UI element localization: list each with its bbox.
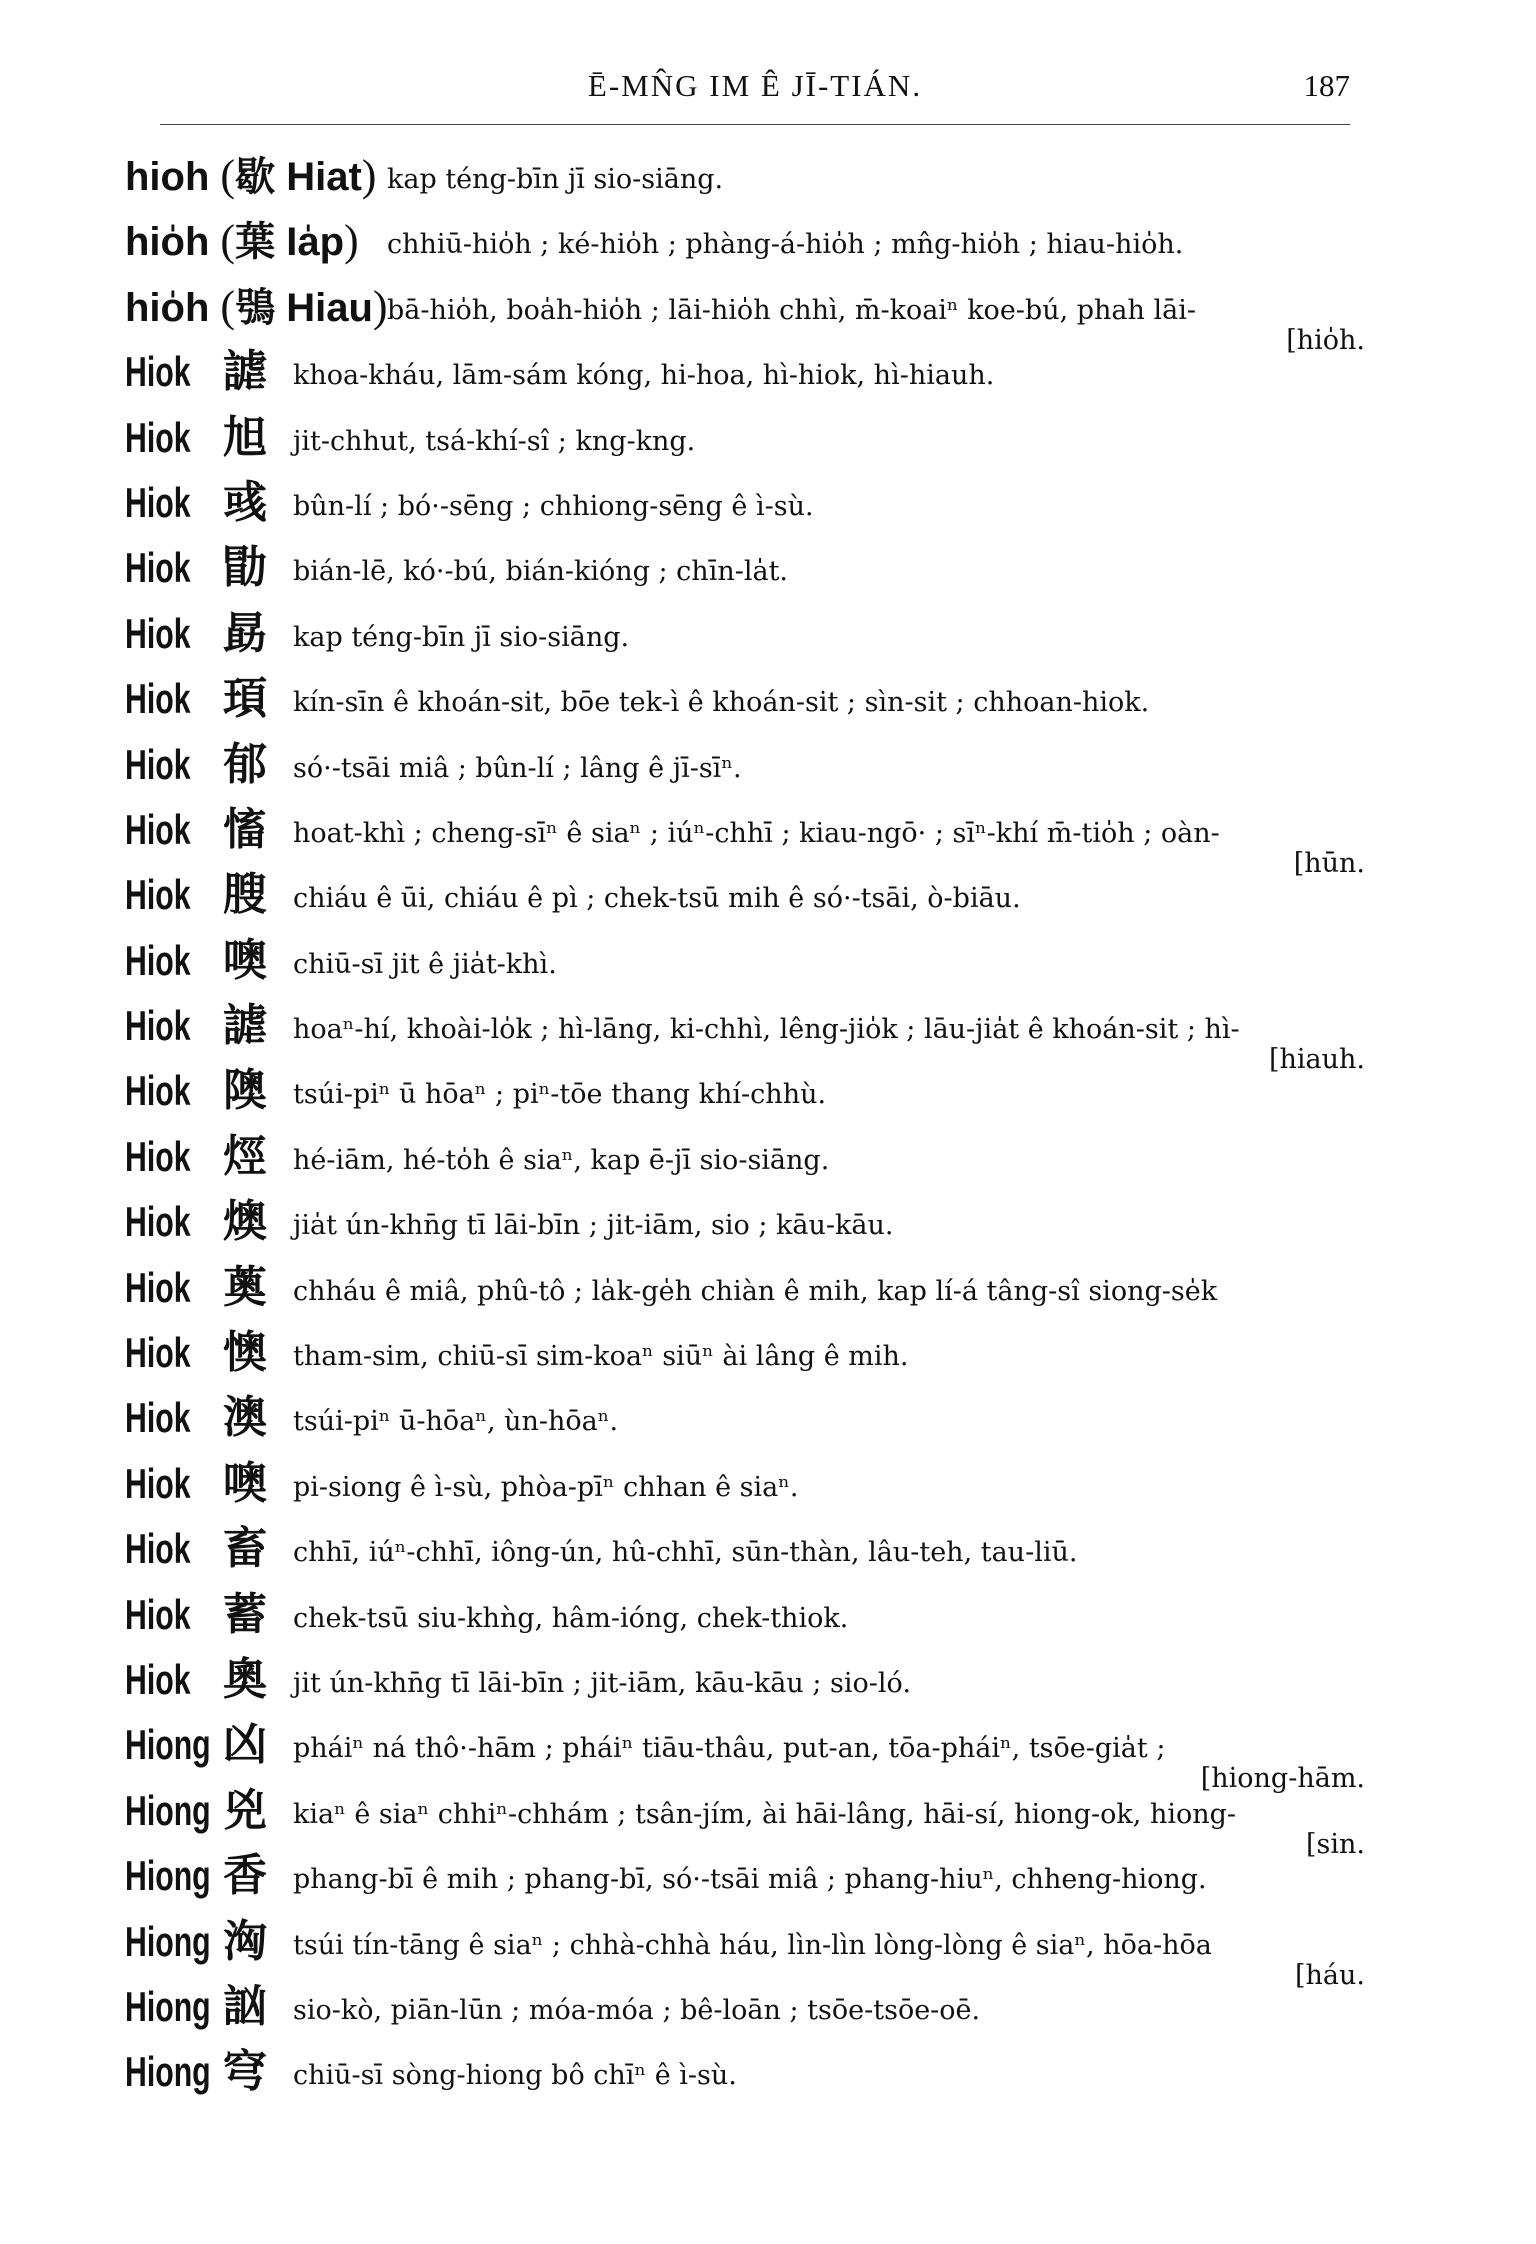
entry-headword [125,217,359,266]
entry-character: 薁 [223,1261,267,1313]
open-paren: ( [209,281,236,331]
entry-definition: bā-hio̍h, boa̍h-hio̍h ; lāi-hio̍h chhì, m̄-koaiⁿ koe-bú, phah lāi- [387,294,1196,326]
entry-definition: hoat-khì ; cheng-sīⁿ ê siaⁿ ; iúⁿ-chhī ; kiau-ngō· ; sīⁿ-khí m̄-tio̍h ; oàn- [293,817,1220,849]
entry-headword: Hiok [125,1067,191,1115]
entry-headword: Hiong [125,1721,211,1769]
entry-headword: Hiok [125,805,191,853]
dictionary-entry [125,1852,1365,1917]
entry-definition: pháiⁿ ná thô·-hām ; pháiⁿ tiāu-thâu, put-an, tōa-pháiⁿ, tsōe-gia̍t ; [293,1733,1166,1765]
entry-definition: bián-lē, kó·-bú, bián-kióng ; chīn-la̍t. [293,556,789,588]
entry-headword: Hiok [125,609,191,657]
running-title: Ē-MN̂G IM Ê JĪ-TIÁN. [587,68,923,103]
entry-headword: Hiok [125,1655,191,1703]
entry-definition: hoaⁿ-hí, khoài-lo̍k ; hì-lāng, ki-chhì, lêng-jio̍k ; lāu-jia̍t ê khoán-sit ; hì- [293,1014,1240,1046]
entry-character: 頊 [223,673,267,725]
dictionary-entry [125,675,1365,740]
dictionary-entry [125,1130,1365,1198]
entry-headword: Hiok [125,1132,191,1180]
entry-character: 慉 [223,803,267,855]
close-paren: ) [372,281,388,331]
dictionary-entry [125,1525,1365,1590]
entry-character: 畜 [223,1523,267,1575]
dictionary-entry [125,476,1365,544]
entry-headword: Hiok [125,1459,191,1507]
entry-definition: tsúi-piⁿ ū hōaⁿ ; piⁿ-tōe thang khí-chhù. [293,1079,827,1111]
entry-definition: sio-kò, piān-lūn ; móa-móa ; bê-loān ; tsōe-tsōe-oē. [293,1994,981,2026]
entry-headword: Hiong [125,1786,211,1834]
entry-definition: tsúi tín-tāng ê siaⁿ ; chhà-chhà háu, lìn-lìn lòng-lòng ê siaⁿ, hōa-hōa [293,1929,1212,1961]
dictionary-entry [125,1980,1365,2048]
entry-definition: tsúi-piⁿ ū-hōaⁿ, ùn-hōaⁿ. [293,1406,619,1438]
entry-definition: bûn-lí ; bó·-sēng ; chhiong-sēng ê ì-sù. [293,490,814,522]
entry-headword: Hiong [125,1982,211,2030]
dictionary-entry [125,871,1365,936]
dictionary-entry [125,1719,1365,1795]
entry-headword: Hiong [125,1852,211,1900]
entry-character: 膄 [223,869,267,921]
close-paren: ) [344,216,359,266]
dictionary-entry [125,152,1365,217]
open-paren: ( [209,216,236,266]
entry-definition: khoa-kháu, lām-sám kóng, hi-hoa, hì-hiok, hì-hiauh. [293,360,995,392]
entry-character: 訩 [223,1980,267,2032]
dictionary-entry [125,1915,1365,1991]
dictionary-entry [125,1329,1365,1394]
entry-character: 彧 [223,476,267,528]
entry-character: 勖 [223,542,267,594]
dictionary-entry [125,1457,1365,1525]
dictionary-entry [125,1394,1365,1459]
entry-character: 蓄 [223,1588,267,1640]
entry-headword: Hiok [125,675,191,723]
headword-text: hio̍h [125,285,210,330]
entry-character: 兇 [223,1784,267,1836]
entry-character: 郁 [223,738,267,790]
entry-headword: Hiok [125,413,191,461]
entry-character: 謔 [223,346,267,398]
alternate-reading: Hiat [286,155,362,199]
entry-definition: chháu ê miâ, phû-tô ; la̍k-ge̍h chiàn ê mih, kap lí-á tâng-sî siong-se̍k [293,1275,1218,1307]
dictionary-entry [125,2048,1365,2113]
open-paren: ( [209,151,236,200]
dictionary-entry [125,1653,1365,1721]
entry-character: 奧 [223,1653,267,1705]
entry-character: 燠 [223,1196,267,1248]
entry-character: 穹 [223,2046,267,2098]
entry-character: 鴞 [235,285,276,330]
dictionary-entry [125,411,1365,479]
definition-continuation: [hūn. [1293,847,1365,879]
alternate-reading: Hiau [286,285,373,330]
entry-character: 澳 [223,1392,267,1444]
entry-headword: Hiok [125,1198,191,1246]
dictionary-entry [125,607,1365,675]
entry-headword: Hiok [125,1525,191,1573]
dictionary-entry [125,217,1365,282]
entry-headword: Hiok [125,1329,191,1377]
entry-character: 葉 [235,220,276,265]
close-paren: ) [361,151,377,200]
entry-definition: jia̍t ún-khn̄g tī lāi-bīn ; jit-iām, sio ; kāu-kāu. [293,1210,894,1242]
dictionary-entry [125,738,1365,806]
dictionary-entry [125,1067,1365,1132]
entry-headword: Hiok [125,740,191,788]
entry-definition: jit-chhut, tsá-khí-sî ; kng-kng. [293,425,696,457]
dictionary-entry [125,544,1365,609]
dictionary-entry [125,1000,1365,1076]
entry-definition: chiáu ê ūi, chiáu ê pì ; chek-tsū mih ê só·-tsāi, ò-biāu. [293,883,1021,915]
entry-headword: Hiok [125,348,191,396]
headword-text: hioh [125,155,210,199]
entry-character: 勗 [223,607,267,659]
alternate-reading: Ia̍p [286,220,344,265]
definition-continuation: [háu. [1295,1959,1365,1991]
entry-headword: Hiok [125,1002,191,1050]
entry-character: 隩 [223,1065,267,1117]
entry-headword: Hiong [125,2048,211,2096]
dictionary-entry [125,1784,1365,1860]
entry-headword: Hiok [125,1263,191,1311]
entry-character: 謔 [223,1000,267,1052]
dictionary-entry [125,281,1365,356]
entry-headword: Hiok [125,544,191,592]
entry-definition: tham-sim, chiū-sī sim-koaⁿ siūⁿ ài lâng ê mih. [293,1341,909,1373]
entry-headword: Hiok [125,936,191,984]
dictionary-entry [125,1261,1365,1329]
page-header [160,68,1350,118]
entry-character: 旭 [223,411,267,463]
headword-text: hio̍h [125,220,210,265]
entry-headword [125,283,388,332]
entry-headword [125,152,376,201]
entry-definition: chiū-sī jit ê jia̍t-khì. [293,948,557,980]
entry-definition: kiaⁿ ê siaⁿ chhiⁿ-chhám ; tsân-jím, ài hāi-lâng, hāi-sí, hiong-ok, hiong- [293,1798,1237,1830]
entry-definition: kín-sīn ê khoán-sit, bōe tek-ì ê khoán-sit ; sìn-sit ; chhoan-hiok. [293,687,1150,719]
dictionary-entries [125,152,1365,2114]
dictionary-entry [125,348,1365,413]
definition-continuation: [hiong-hām. [1200,1763,1365,1795]
definition-continuation: [sin. [1306,1828,1365,1860]
header-rule [160,124,1350,125]
entry-character: 噢 [223,1457,267,1509]
entry-headword: Hiok [125,1394,191,1442]
entry-character: 烴 [223,1130,267,1182]
entry-definition: chhī, iúⁿ-chhī, iông-ún, hû-chhī, sūn-thàn, lâu-teh, tau-liū. [293,1537,1078,1569]
entry-character: 凶 [223,1719,267,1771]
entry-definition: pi-siong ê ì-sù, phòa-pīⁿ chhan ê siaⁿ. [293,1471,799,1503]
entry-definition: só·-tsāi miâ ; bûn-lí ; lâng ê jī-sīⁿ. [293,752,742,784]
dictionary-entry [125,1588,1365,1656]
entry-definition: chhiū-hio̍h ; ké-hio̍h ; phàng-á-hio̍h ; mn̂g-hio̍h ; hiau-hio̍h. [387,229,1184,261]
entry-definition: chiū-sī sòng-hiong bô chīⁿ ê ì-sù. [293,2060,737,2092]
entry-definition: kap téng-bīn jī sio-siāng. [387,164,724,195]
entry-definition: hé-iām, hé-to̍h ê siaⁿ, kap ē-jī sio-siāng. [293,1144,830,1176]
entry-definition: jit ún-khn̄g tī lāi-bīn ; jit-iām, kāu-kāu ; sio-ló. [293,1667,911,1699]
entry-character: 懊 [223,1327,267,1379]
entry-definition: kap téng-bīn jī sio-siāng. [293,621,630,653]
page-number: 187 [1303,68,1350,103]
entry-definition: phang-bī ê mih ; phang-bī, só·-tsāi miâ ; phang-hiuⁿ, chheng-hiong. [293,1864,1207,1896]
entry-headword: Hiok [125,478,191,526]
definition-continuation: [hio̍h. [1286,324,1365,356]
entry-character: 香 [223,1850,267,1902]
entry-character: 歇 [235,155,276,199]
dictionary-entry [125,803,1365,879]
definition-continuation: [hiauh. [1268,1044,1365,1076]
entry-definition: chek-tsū siu-khǹg, hâm-ióng, chek-thiok. [293,1602,849,1634]
entry-character: 噢 [223,934,267,986]
entry-headword: Hiong [125,1917,211,1965]
dictionary-entry [125,934,1365,1002]
entry-headword: Hiok [125,1590,191,1638]
entry-character: 洶 [223,1915,267,1967]
entry-headword: Hiok [125,871,191,919]
dictionary-entry [125,1198,1365,1263]
